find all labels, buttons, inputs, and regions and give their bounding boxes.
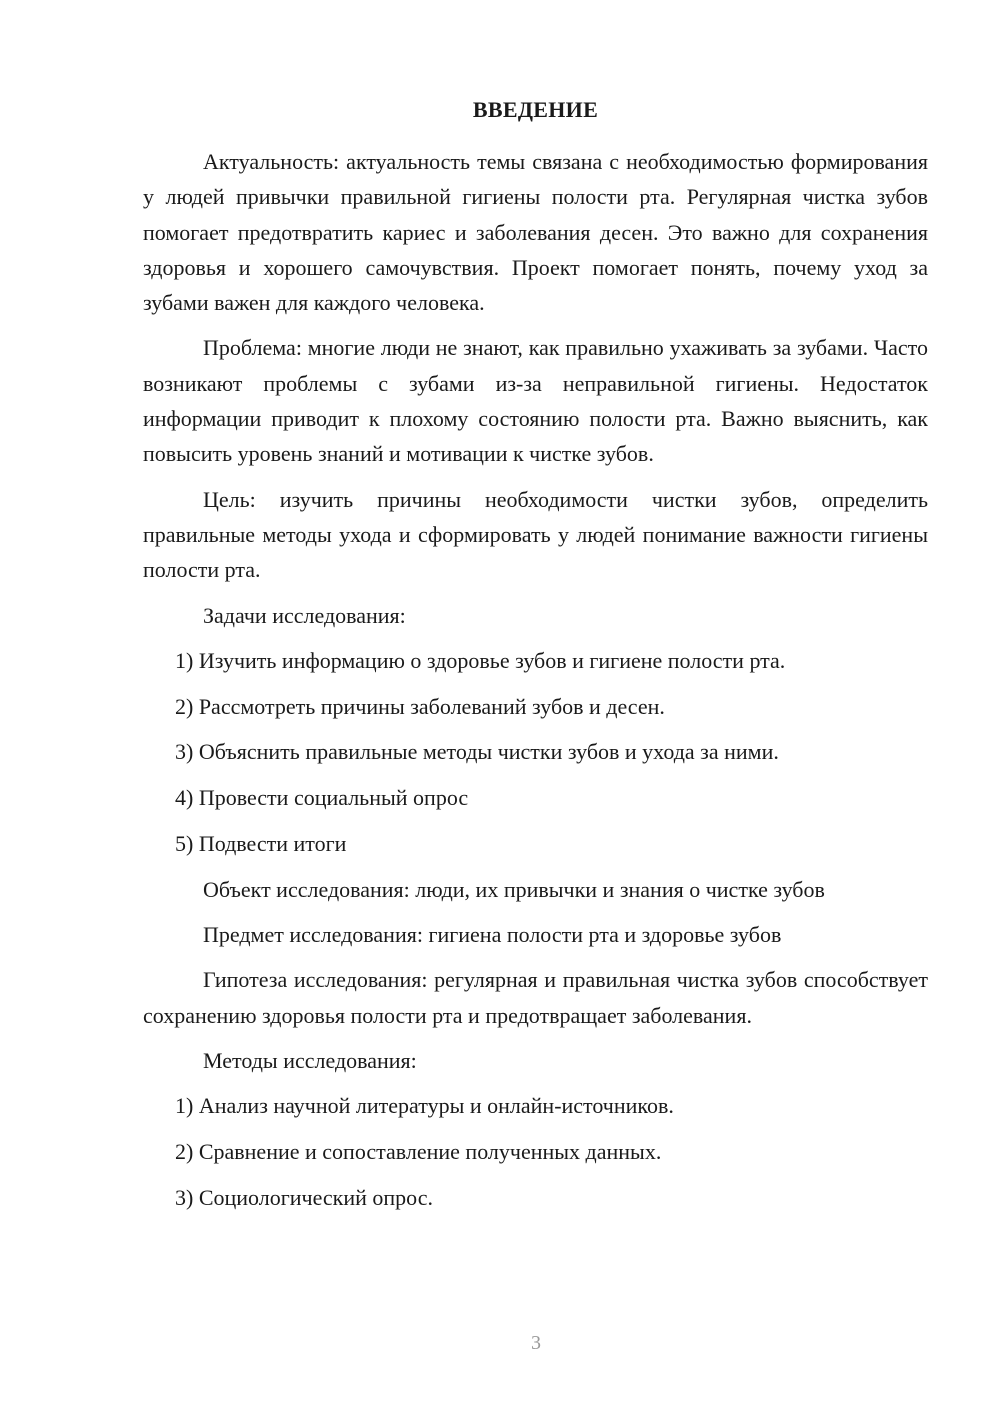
method-item-2: 2) Сравнение и сопоставление полученных данных.	[175, 1139, 662, 1165]
page-number: 3	[531, 1332, 541, 1354]
method-item-3: 3) Социологический опрос.	[175, 1184, 433, 1210]
task-item-3: 3) Объяснить правильные методы чистки зубов и ухода за ними.	[175, 739, 779, 765]
object-paragraph: Объект исследования: люди, их привычки и знания о чистке зубов	[203, 876, 825, 902]
tasks-heading: Задачи исследования:	[203, 602, 406, 628]
page-content	[143, 96, 928, 1226]
subject-paragraph: Предмет исследования: гигиена полости рта и здоровье зубов	[203, 922, 782, 948]
task-item-4: 4) Провести социальный опрос	[175, 785, 469, 811]
section-title: ВВЕДЕНИЕ	[472, 97, 599, 122]
hypothesis-paragraph: Гипотеза исследования: регулярная и правильная чистка зубов способствует сохранению здоровья полости рта и предотвращает заболевания.	[143, 967, 928, 1028]
relevance-paragraph: Актуальность: актуальность темы связана с необходимостью формирования у людей привычки правильной гигиены полости рта. Регулярная чистка зубов помогает предотвратить кариес и заболевания десен. Это важно для сохранения здоровья и хорошего самочувствия. Проект помогает понять, почему уход за зубами важен для каждого человека.	[143, 149, 928, 316]
goal-paragraph: Цель: изучить причины необходимости чистки зубов, определить правильные методы ухода и сформировать у людей понимание важности гигиены полости рта.	[143, 486, 928, 583]
method-item-1: 1) Анализ научной литературы и онлайн-источников.	[175, 1093, 674, 1119]
task-item-2: 2) Рассмотреть причины заболеваний зубов и десен.	[175, 693, 665, 719]
task-item-1: 1) Изучить информацию о здоровье зубов и гигиене полости рта.	[175, 647, 786, 673]
methods-heading: Методы исследования:	[203, 1048, 417, 1074]
task-item-5: 5) Подвести итоги	[175, 831, 347, 857]
problem-paragraph: Проблема: многие люди не знают, как правильно ухаживать за зубами. Часто возникают проблемы с зубами из-за неправильной гигиены. Недостаток информации приводит к плохому состоянию полости рта. Важно выяснить, как повысить уровень знаний и мотивации к чистке зубов.	[143, 335, 928, 467]
